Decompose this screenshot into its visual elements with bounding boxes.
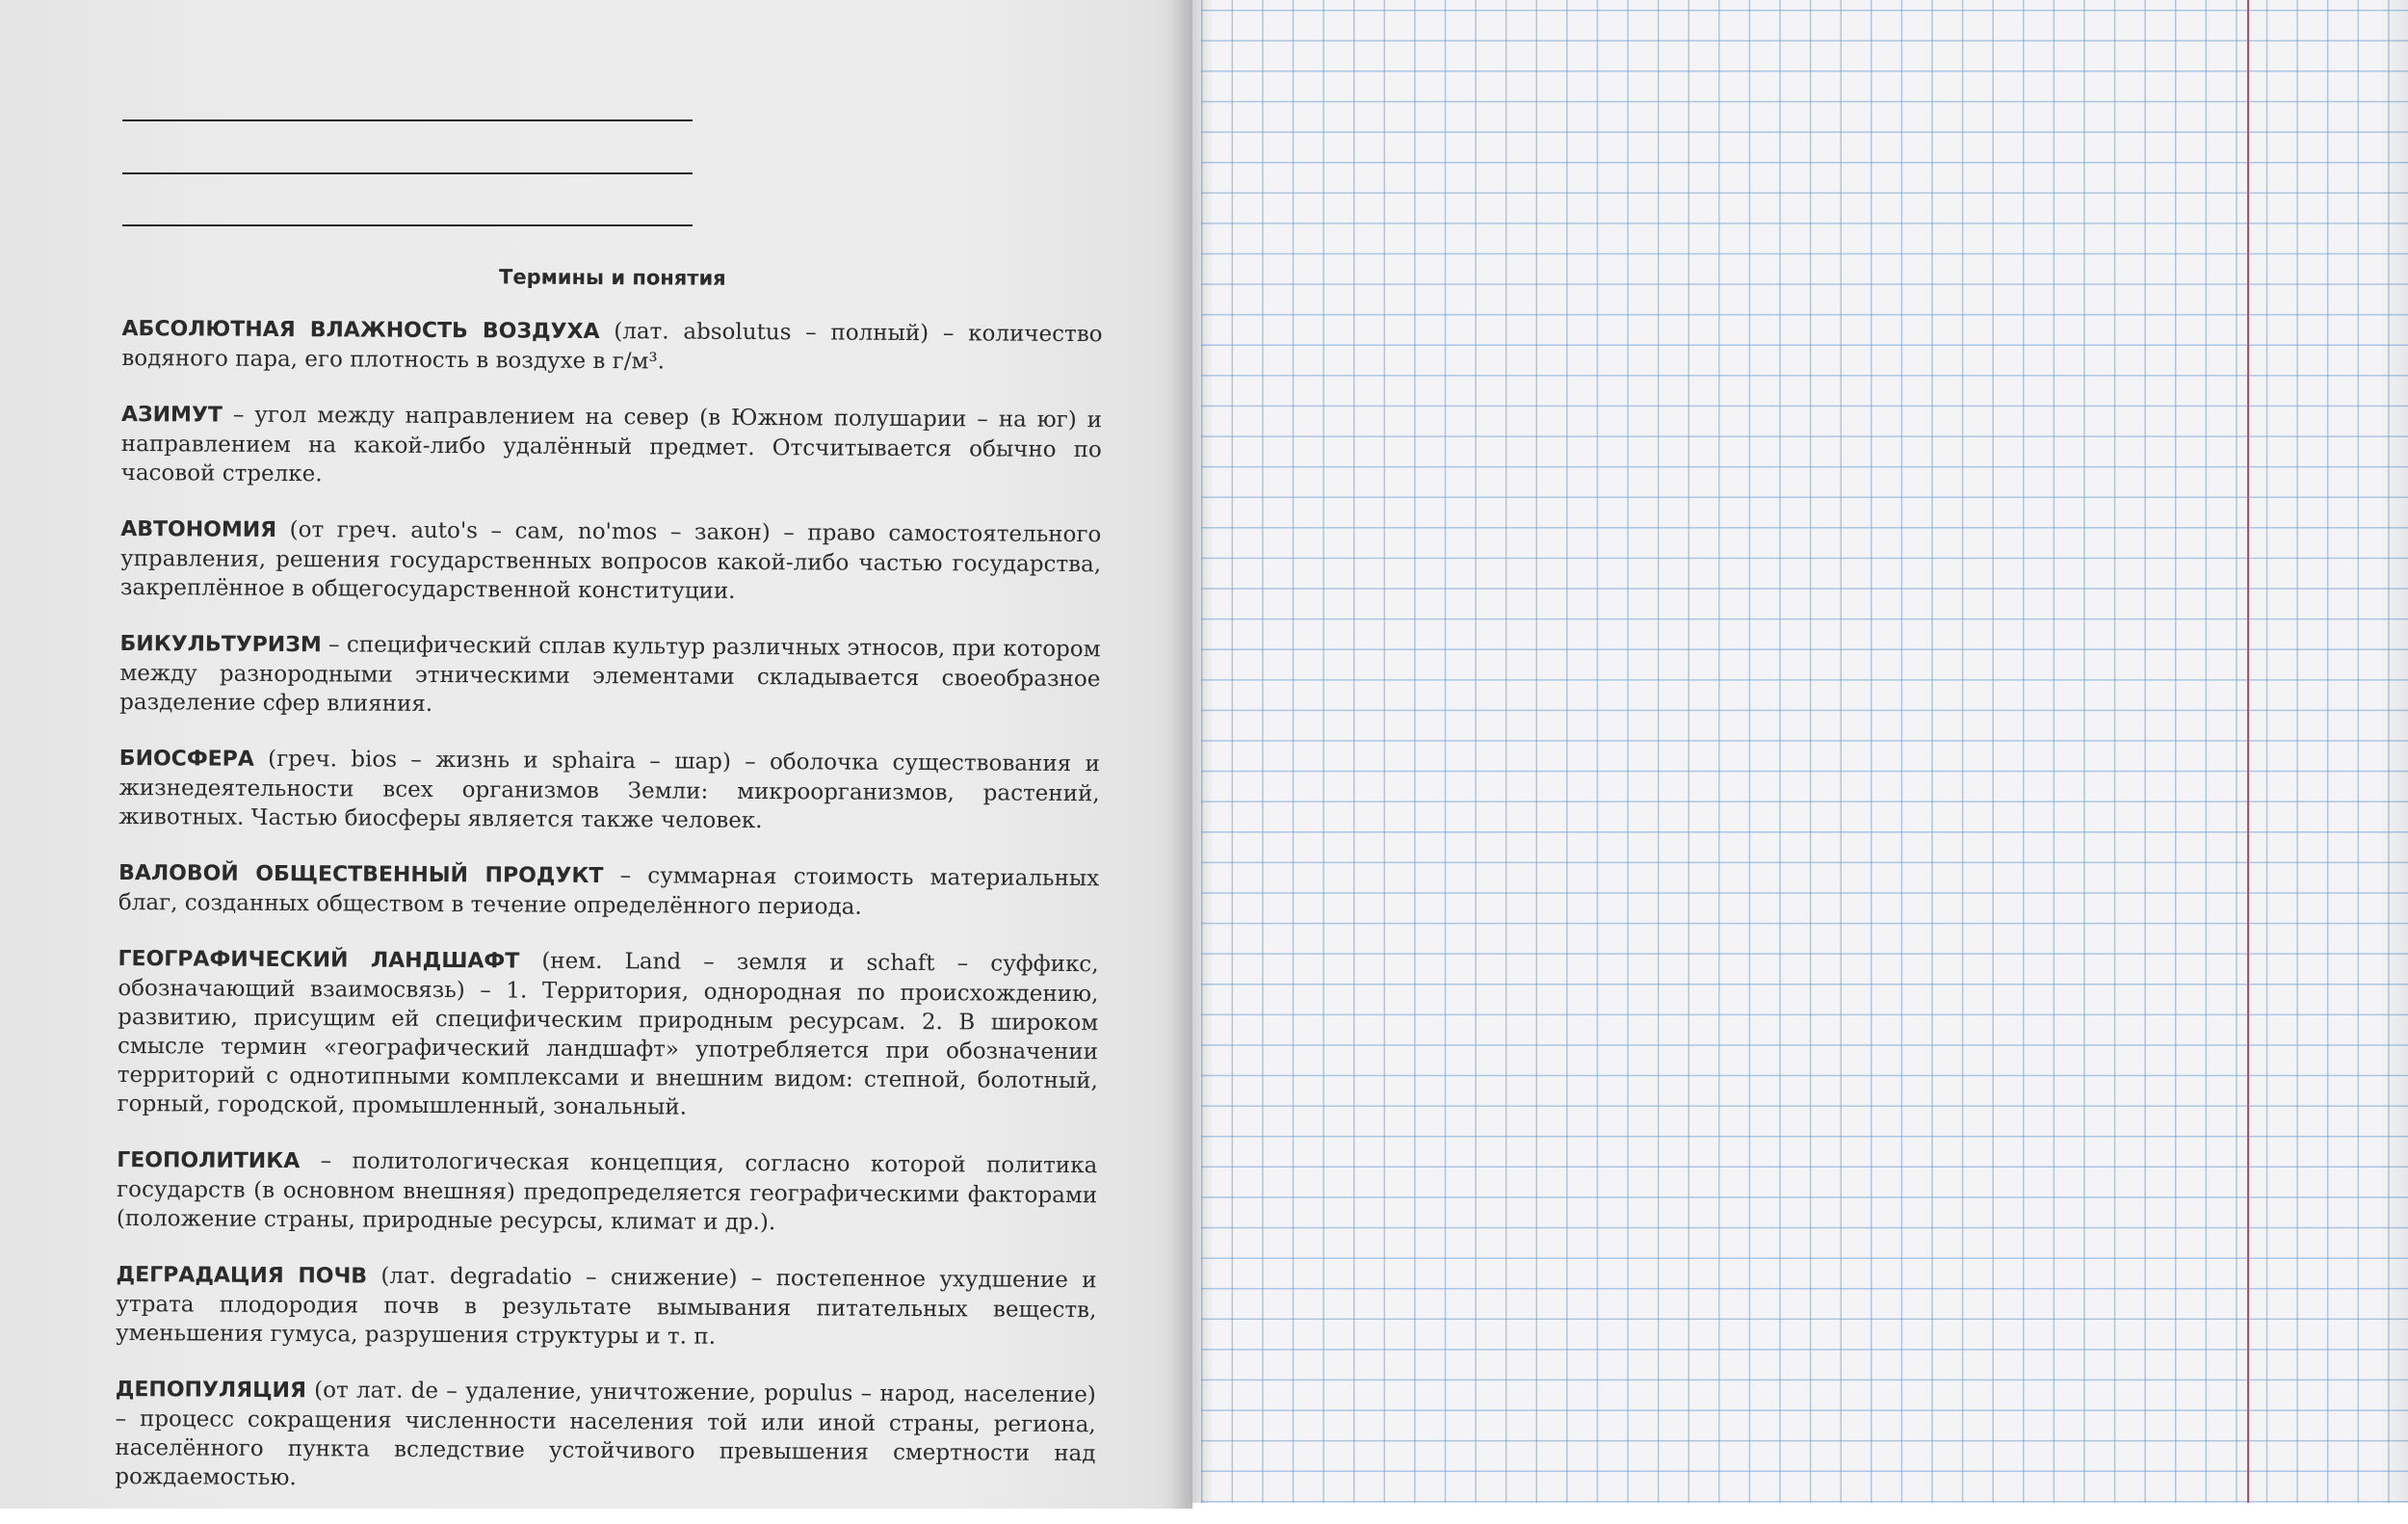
margin-line [2247, 0, 2249, 1509]
term-entry [118, 858, 1099, 923]
term-definition: (от греч. auto's – сам, no'mos – закон) – право самостоятельного управления, решения государственных вопросов какой-либо частью государства, закреплённое в общегосударственной конституции. [119, 516, 1102, 604]
write-line [122, 119, 693, 121]
term-name: ДЕГРАДАЦИЯ ПОЧВ [116, 1262, 368, 1289]
term-name: АБСОЛЮТНАЯ ВЛАЖНОСТЬ ВОЗДУХА [121, 316, 600, 345]
term-name: ГЕОГРАФИЧЕСКИЙ ЛАНДШАФТ [118, 946, 520, 974]
term-definition: – политологическая концепция, согласно которой политика государств (в основном внешняя) предопределяется географическими факторами (положение страны, природные ресурсы, климат и др.). [116, 1148, 1098, 1236]
term-definition: (лат. absolutus – полный) – количество водяного пара, его плотность в воздухе в г/м³. [121, 319, 1103, 375]
graph-paper-grid [1201, 0, 2408, 1509]
term-name: ВАЛОВОЙ ОБЩЕСТВЕННЫЙ ПРОДУКТ [118, 860, 604, 889]
term-definition: – угол между направлением на север (в Южном полушарии – на юг) и направлением на какой-либо удалённый предмет. Отсчитывается обычно по часовой стрелке. [120, 402, 1103, 487]
spine-shadow [1192, 0, 1214, 1509]
write-line [122, 224, 693, 226]
term-definition: – суммарная стоимость материальных благ, созданных обществом в течение определённого периода. [118, 863, 1100, 920]
page-heading: Термины и понятия [499, 265, 726, 290]
page-edge-shadow [2379, 0, 2408, 1509]
term-name: АВТОНОМИЯ [120, 516, 277, 542]
term-definition: (греч. bios – жизнь и sphaira – шар) – оболочка существования и жизнедеятельности всех организмов Земли: микроорганизмов, растений, животных. Частью биосферы является также человек. [118, 746, 1100, 834]
page-bottom-edge [1192, 1503, 2408, 1509]
term-name: ДЕПОПУЛЯЦИЯ [115, 1377, 307, 1404]
term-entry [117, 1145, 1098, 1239]
term-entry [119, 629, 1101, 723]
terms-content [115, 260, 1103, 1524]
term-name: БИКУЛЬТУРИЗМ [119, 631, 322, 658]
term-name: ГЕОПОЛИТИКА [117, 1147, 301, 1174]
term-definition: (лат. degradatio – снижение) – постепенное ухудшение и утрата плодородия почв в результате вымывания питательных веществ, уменьшения гумуса, разрушения структуры и т. п. [116, 1263, 1097, 1350]
term-entry [115, 1375, 1096, 1497]
term-name: АЗИМУТ [120, 402, 223, 428]
term-definition: (нем. Land – земля и schaft – суффикс, обозначающий взаимосвязь) – 1. Территория, однородная по происхождению, развитию, присущим ей специфическим природным ресурсам. 2. В широком смысле термин «географический ландшафт» употребляется при обозначении территорий с однотипными комплексами и внешним видом: степной, болотный, горный, городской, промышленный, зональный. [117, 948, 1099, 1120]
write-line [122, 172, 693, 174]
term-entry [116, 1260, 1097, 1353]
term-entry [121, 400, 1103, 493]
term-entry [120, 514, 1102, 608]
term-entry [118, 744, 1100, 837]
term-entry [121, 314, 1102, 379]
term-name: БИОСФЕРА [118, 746, 254, 772]
term-definition: (от лат. de – удаление, уничтожение, populus – народ, население) – процесс сокращения численности населения той или иной страны, региона, населённого пункта вследствие устойчивого превышения смертности над рождаемостью. [115, 1378, 1096, 1491]
term-entry [118, 944, 1099, 1124]
term-definition: – специфический сплав культур различных этносов, при котором между разнородными этническими элементами складывается своеобразное разделение сфер влияния. [119, 632, 1101, 717]
